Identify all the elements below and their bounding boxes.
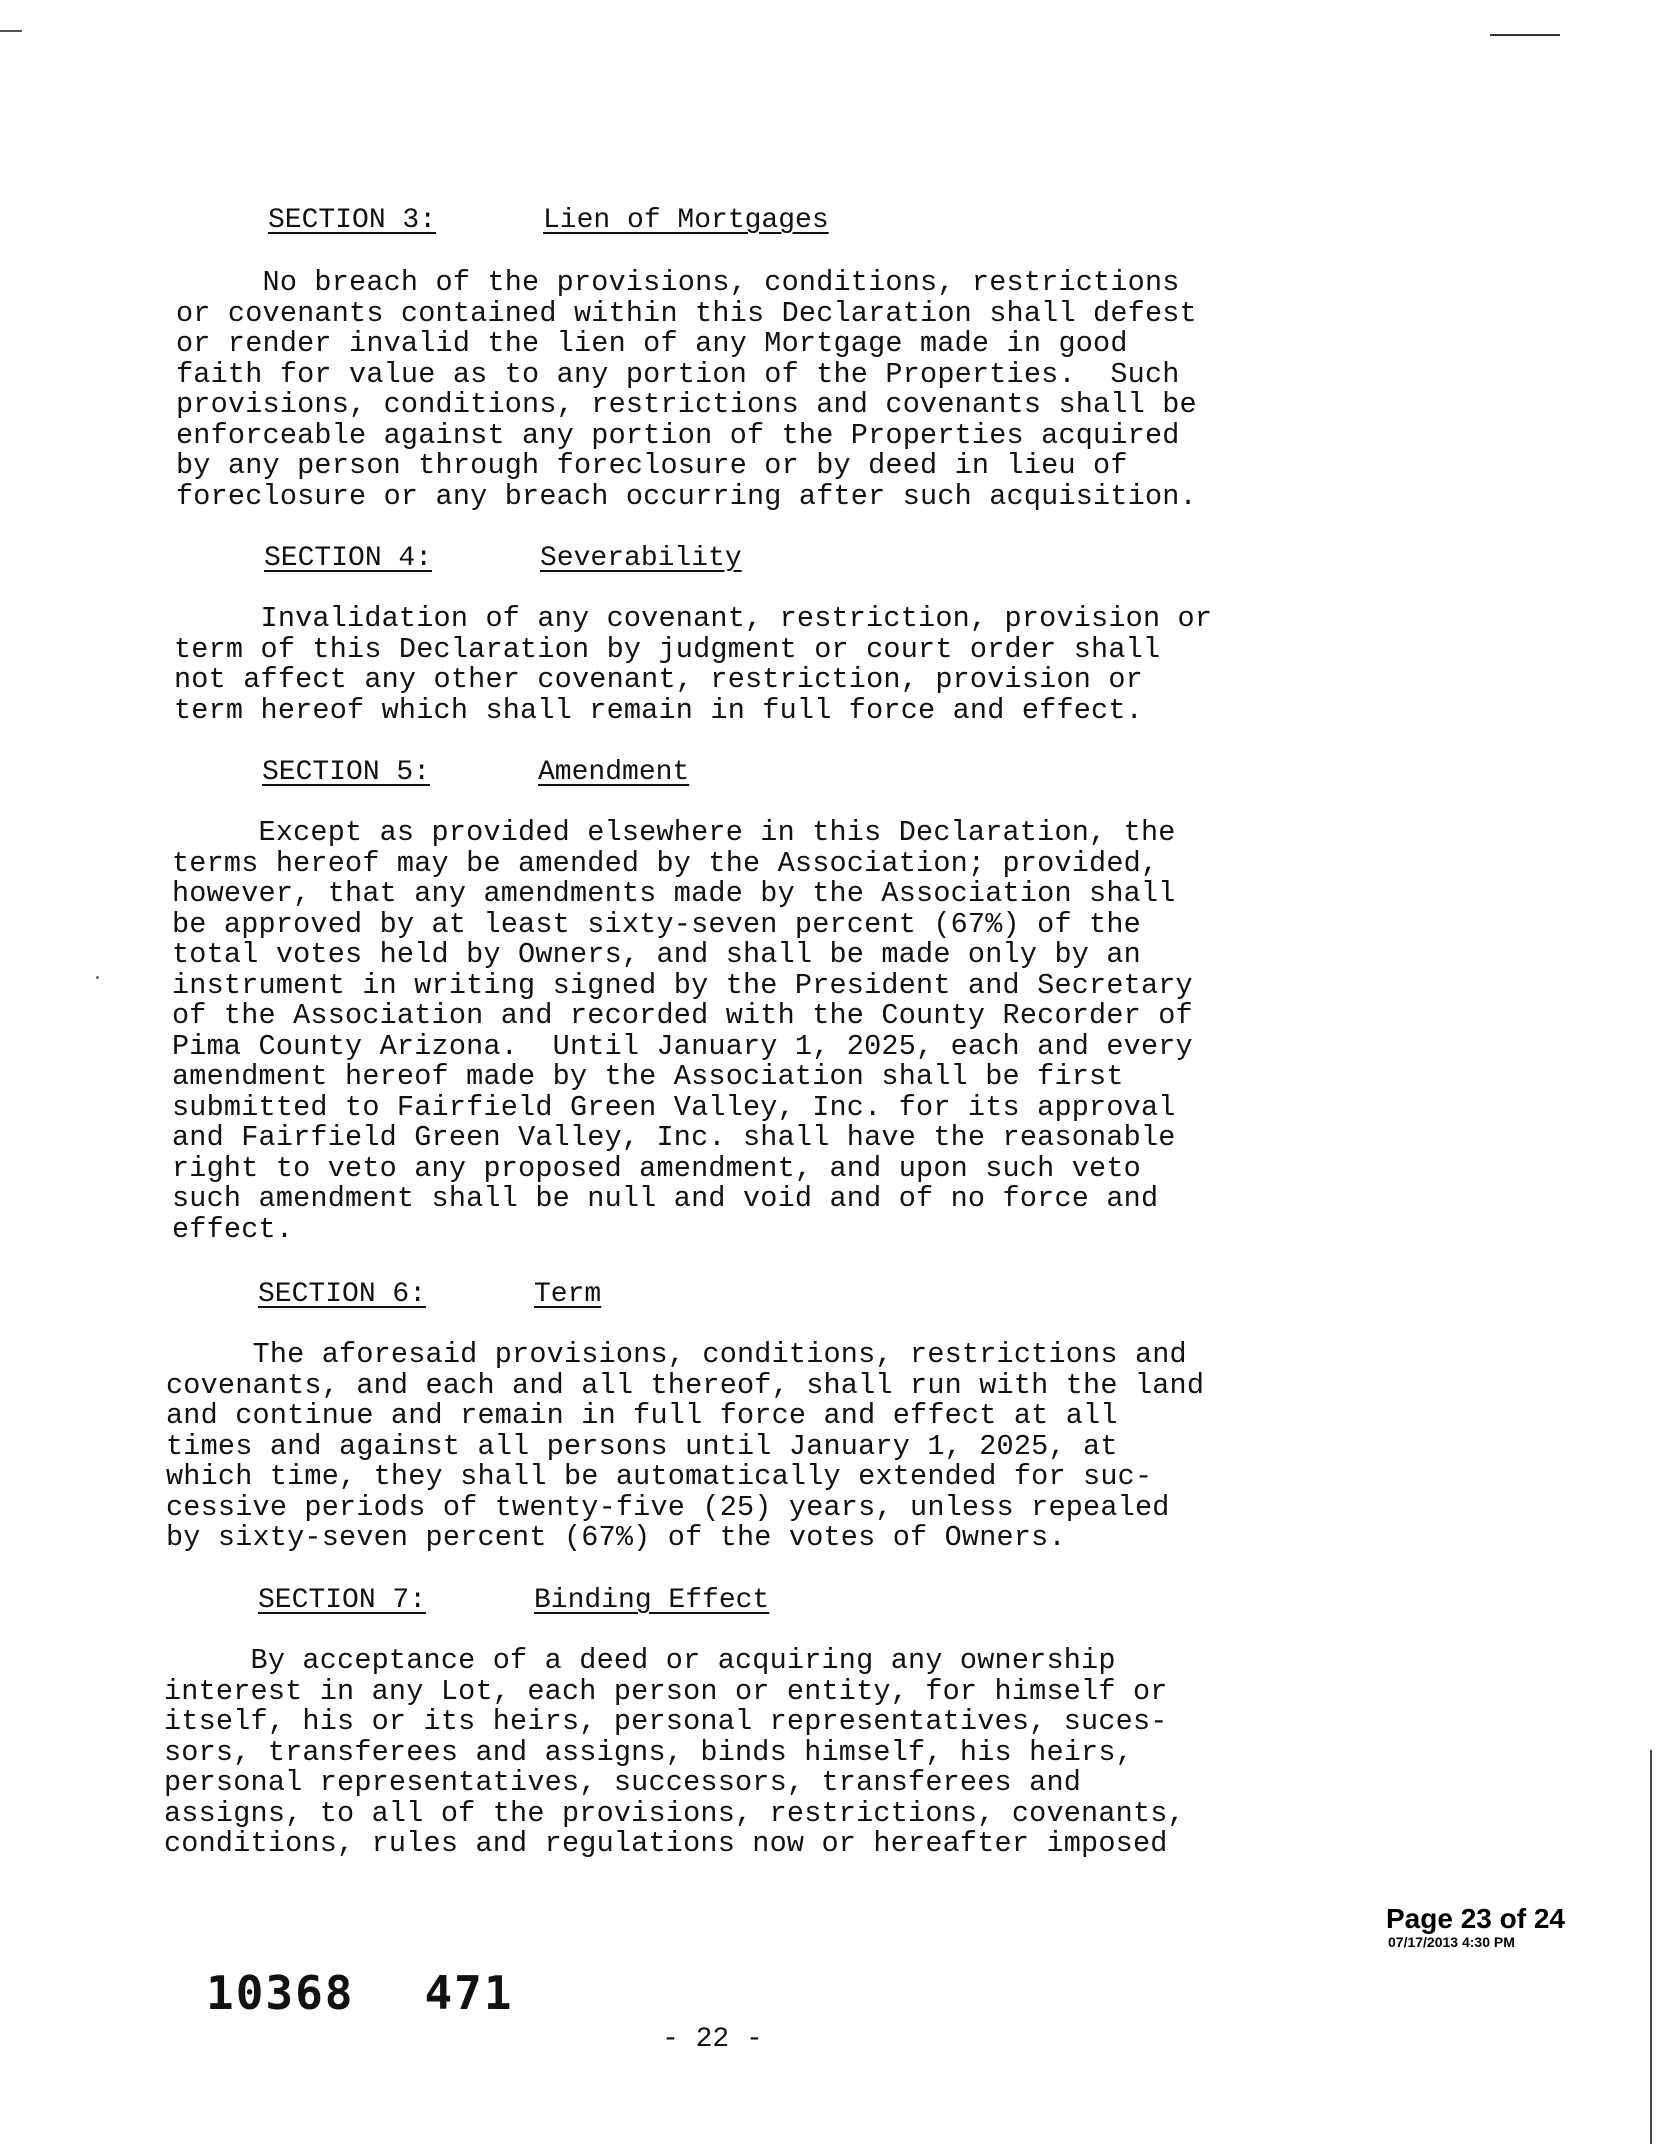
body-line: which time, they shall be automatically extended for suc- bbox=[166, 1460, 1153, 1493]
body-line: by any person through foreclosure or by deed in lieu of bbox=[176, 449, 1128, 482]
body-line: Except as provided elsewhere in this Declaration, the bbox=[172, 816, 1176, 849]
body-line: terms hereof may be amended by the Association; provided, bbox=[172, 846, 1159, 880]
body-line: enforceable against any portion of the Properties acquired bbox=[176, 418, 1180, 452]
body-line: times and against all persons until January 1, 2025, at bbox=[166, 1429, 1118, 1463]
body-line: such amendment shall be null and void and of no force and bbox=[172, 1182, 1159, 1215]
body-line: provisions, conditions, restrictions and covenants shall be bbox=[176, 388, 1197, 421]
body-line: Invalidation of any covenant, restriction, provision or bbox=[174, 602, 1213, 635]
body-line: No breach of the provisions, conditions, restrictions bbox=[176, 266, 1180, 299]
section-3-body bbox=[176, 268, 1197, 512]
body-line: faith for value as to any portion of the Properties. Such bbox=[176, 357, 1180, 391]
body-line: covenants, and each and all thereof, shall run with the land bbox=[166, 1368, 1205, 1402]
section-title: Lien of Mortgages bbox=[543, 205, 829, 236]
docket-number bbox=[206, 1966, 514, 2020]
body-line: amendment hereof made by the Association shall be first bbox=[172, 1060, 1124, 1093]
scan-artifact-line bbox=[1490, 34, 1560, 36]
section-number: SECTION 3: bbox=[268, 205, 437, 236]
body-line: not affect any other covenant, restriction, provision or bbox=[174, 663, 1143, 696]
section-6-body bbox=[166, 1340, 1204, 1554]
page-number: - 22 - bbox=[662, 2024, 763, 2055]
body-line: be approved by at least sixty-seven percent (67%) of the bbox=[172, 907, 1141, 941]
body-line: and continue and remain in full force and effect at all bbox=[166, 1399, 1118, 1432]
body-line: By acceptance of a deed or acquiring any ownership bbox=[164, 1644, 1116, 1677]
body-line: submitted to Fairfield Green Valley, Inc. for its approval bbox=[172, 1090, 1176, 1124]
section-number: SECTION 4: bbox=[264, 543, 433, 574]
body-line: of the Association and recorded with the County Recorder of bbox=[172, 999, 1193, 1032]
section-number: SECTION 5: bbox=[262, 757, 431, 788]
body-line: effect. bbox=[172, 1212, 294, 1246]
body-line: total votes held by Owners, and shall be made only by an bbox=[172, 938, 1141, 971]
body-line: term hereof which shall remain in full force and effect. bbox=[174, 693, 1143, 727]
section-title: Amendment bbox=[538, 757, 690, 788]
scan-edge-line bbox=[1650, 1750, 1652, 2144]
body-line: The aforesaid provisions, conditions, restrictions and bbox=[166, 1338, 1187, 1371]
section-7-body bbox=[164, 1646, 1185, 1860]
stamp-datetime: 07/17/2013 4:30 PM bbox=[1388, 1934, 1515, 1950]
scan-artifact-dot bbox=[96, 976, 99, 979]
body-line: and Fairfield Green Valley, Inc. shall have the reasonable bbox=[172, 1121, 1176, 1154]
body-line: however, that any amendments made by the Association shall bbox=[172, 877, 1176, 910]
body-line: by sixty-seven percent (67%) of the votes of Owners. bbox=[166, 1521, 1066, 1554]
body-line: or render invalid the lien of any Mortgage made in good bbox=[176, 327, 1128, 360]
body-line: itself, his or its heirs, personal representatives, suces- bbox=[164, 1705, 1168, 1738]
body-line: term of this Declaration by judgment or court order shall bbox=[174, 632, 1161, 666]
docket-book: 10368 bbox=[206, 1966, 355, 2020]
section-5-body bbox=[172, 818, 1193, 1245]
section-title: Binding Effect bbox=[534, 1585, 770, 1616]
stamp-page-count: Page 23 of 24 bbox=[1386, 1903, 1565, 1934]
body-line: foreclosure or any breach occurring after such acquisition. bbox=[176, 479, 1197, 513]
section-4-body bbox=[174, 604, 1212, 726]
section-title: Severability bbox=[540, 543, 742, 574]
scan-artifact-mark bbox=[0, 30, 22, 32]
body-line: assigns, to all of the provisions, restrictions, covenants, bbox=[164, 1796, 1185, 1830]
body-line: Pima County Arizona. Until January 1, 2025, each and every bbox=[172, 1029, 1193, 1063]
body-line: instrument in writing signed by the President and Secretary bbox=[172, 968, 1193, 1002]
section-number: SECTION 6: bbox=[258, 1279, 427, 1310]
body-line: cessive periods of twenty-five (25) years, unless repealed bbox=[166, 1490, 1170, 1524]
body-line: right to veto any proposed amendment, and upon such veto bbox=[172, 1151, 1141, 1185]
section-number: SECTION 7: bbox=[258, 1585, 427, 1616]
body-line: interest in any Lot, each person or entity, for himself or bbox=[164, 1674, 1168, 1708]
docket-page: 471 bbox=[424, 1966, 514, 2020]
body-line: conditions, rules and regulations now or hereafter imposed bbox=[164, 1827, 1168, 1860]
section-title: Term bbox=[534, 1279, 602, 1310]
body-line: or covenants contained within this Declaration shall defest bbox=[176, 296, 1197, 330]
body-line: personal representatives, successors, transferees and bbox=[164, 1766, 1082, 1799]
body-line: sors, transferees and assigns, binds himself, his heirs, bbox=[164, 1735, 1133, 1769]
recorder-page-stamp bbox=[1386, 1904, 1565, 1950]
